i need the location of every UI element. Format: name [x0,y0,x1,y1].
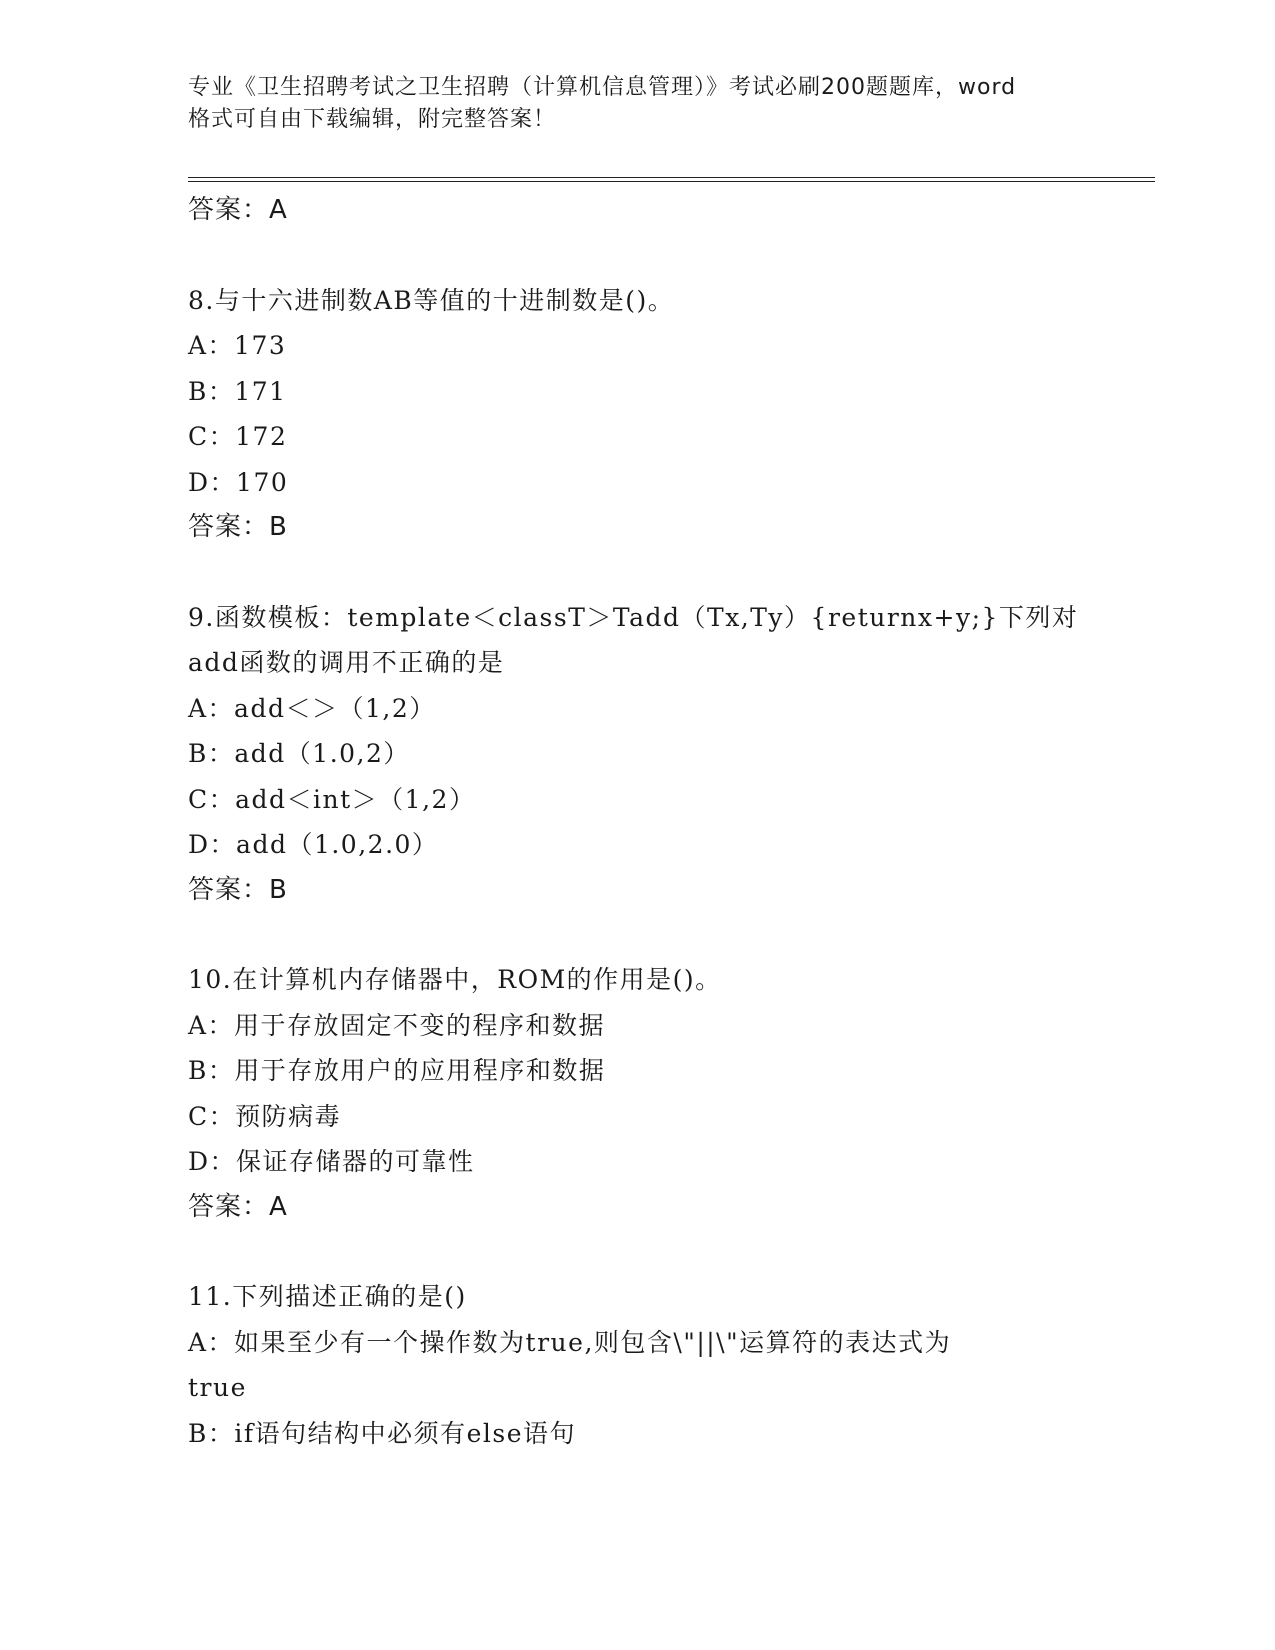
spacer [188,234,1088,278]
question-text: 10.在计算机内存储器中，ROM的作用是()。 [188,965,722,994]
header-divider [188,177,1155,182]
answer-q7: 答案：A [188,195,288,225]
question-list [188,188,1088,1456]
question-text: 8.与十六进制数AB等值的十进制数是()。 [188,285,675,315]
option-c: C：172 [188,422,288,451]
option-a: A：用于存放固定不变的程序和数据 [188,1010,606,1040]
answer: 答案：B [188,874,288,905]
answer: 答案：A [188,1191,288,1222]
document-header [188,72,1088,136]
option-d: D：add（1.0,2.0） [188,830,439,859]
option-c: C：add＜int＞（1,2） [188,784,476,814]
spacer [188,1230,1088,1274]
option-a-line-1: A：如果至少有一个操作数为true,则包含\"||\"运算符的表达式为 [188,1327,952,1357]
header-title-line-2: 格式可自由下载编辑，附完整答案！ [188,107,557,132]
header-title-line-1: 专业《卫生招聘考试之卫生招聘（计算机信息管理）》考试必刷200题题库，word [188,75,1017,100]
option-d: D：170 [188,467,289,497]
option-a: A：add＜＞（1,2） [188,693,436,723]
answer: 答案：B [188,512,288,542]
option-b: B：171 [188,376,287,406]
question-8 [188,278,1088,551]
question-10 [188,957,1088,1230]
option-b: B：add（1.0,2） [188,739,410,768]
option-b: B：if语句结构中必须有else语句 [188,1418,577,1448]
question-text-line-1: 9.函数模板：template＜classT＞Tadd（Tx,Ty）{returnx+y;}下列对 [188,602,1079,632]
question-9 [188,595,1088,914]
option-a-line-2: true [188,1373,247,1402]
option-b: B：用于存放用户的应用程序和数据 [188,1056,606,1085]
question-text-line-2: add函数的调用不正确的是 [188,648,505,677]
question-11 [188,1274,1088,1456]
spacer [188,551,1088,595]
question-text: 11.下列描述正确的是() [188,1282,467,1311]
option-c: C：预防病毒 [188,1101,342,1131]
option-a: A：173 [188,331,287,360]
spacer [188,913,1088,957]
option-d: D：保证存储器的可靠性 [188,1147,475,1176]
